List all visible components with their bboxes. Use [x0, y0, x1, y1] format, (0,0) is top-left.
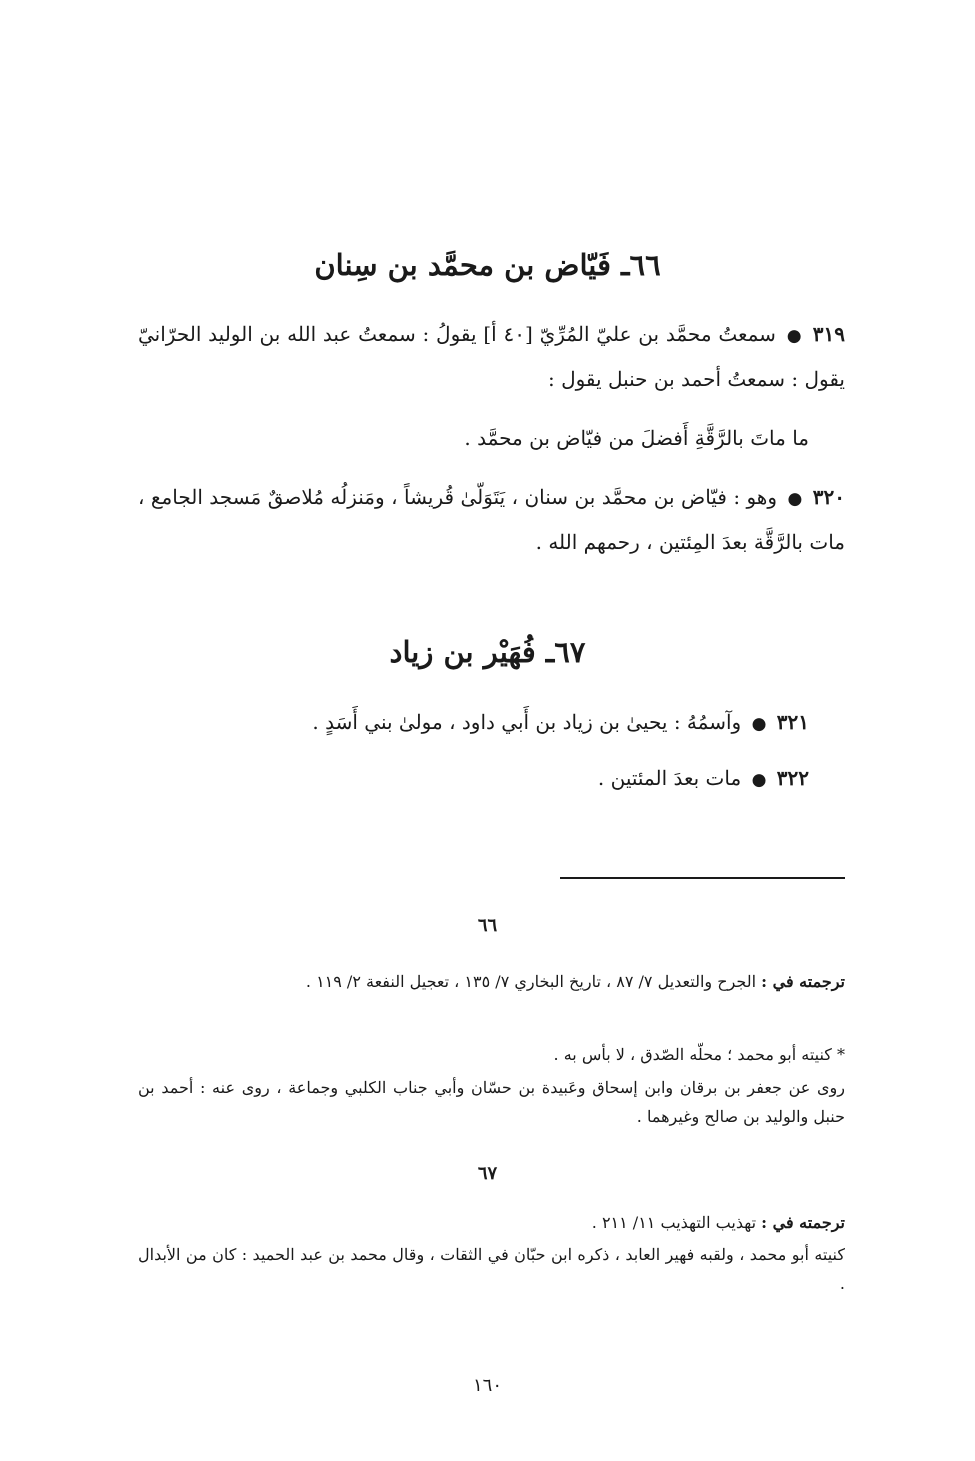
entry-66-heading: ٦٦ـ فَيّاض بن محمَّد بن سِنان [314, 248, 661, 282]
paragraph-322 [138, 757, 809, 802]
quote-line: ما ماتَ بالرَّقَّةِ أَفضلَ من فيّاض بن محمَّد . [464, 426, 809, 450]
footnote-66-note: * كنيته أبو محمد ؛ محلّه الصّدق ، لا بأس به . [553, 1045, 845, 1064]
footnote-text: الجرح والتعديل ٧/ ٨٧ ، تاريخ البخاري ٧/ ١٣٥ ، تعجيل النفعة ٢/ ١١٩ . [305, 972, 757, 991]
bullet-icon: ● [751, 714, 767, 734]
paragraph-number: ٣٢٠ [812, 485, 845, 509]
bullet-icon: ● [751, 770, 767, 790]
footnote-66-sources [138, 967, 845, 996]
paragraph-321 [138, 701, 809, 746]
footnote-66-number: ٦٦ [477, 915, 498, 936]
footnote-67-note: كنيته أبو محمد ، ولقبه فهير العابد ، ذكره ابن حبّان في الثقات ، وقال محمد بن عبد الحميد : كان من الأبدال . [138, 1245, 846, 1293]
footnote-text: تهذيب التهذيب ١١/ ٢١١ . [591, 1213, 757, 1232]
paragraph-text: وهو : فيّاض بن محمَّد بن سنان ، يَتَوَلّىٰ قُريشاً ، ومَنزلُه مُلاصقٌ مَسجد الجامع ، مات بالرَّقَّة بعدَ المِئتين ، رحمهم الله . [138, 485, 845, 554]
footnote-67-sources [138, 1208, 845, 1237]
bullet-icon: ● [786, 326, 802, 346]
bullet-icon: ● [787, 489, 803, 509]
paragraph-text: مات بعدَ المئتين . [597, 766, 742, 790]
footnote-lead: ترجمته في : [761, 1213, 845, 1232]
entry-67-heading: ٦٧ـ فُهَيْر بن زياد [389, 635, 586, 669]
footnote-67-number: ٦٧ [477, 1163, 498, 1184]
paragraph-number: ٣٢٢ [776, 766, 809, 790]
paragraph-number: ٣٢١ [776, 710, 809, 734]
page-number: ١٦٠ [472, 1375, 502, 1396]
footnote-divider [560, 877, 845, 879]
paragraph-320 [138, 476, 845, 564]
footnote-66-narrators: روى عن جعفر بن برقان وابن إسحاق وعَبيدة بن حسّان وأبي جناب الكلبي وجماعة ، روى عنه : أحمد بن حنبل والوليد بن صالح وغيرهما . [138, 1078, 845, 1126]
paragraph-319 [138, 313, 845, 401]
paragraph-number: ٣١٩ [812, 322, 845, 346]
paragraph-text: وآسمُهُ : يحيىٰ بن زياد بن أَبي داود ، مولىٰ بني أَسَدٍ . [312, 710, 742, 734]
paragraph-text: سمعتُ محمَّد بن عليّ المُرِّيّ [٤٠ أ] يقولُ : سمعتُ عبد الله بن الوليد الحرّانيّ يقول : سمعتُ أحمد بن حنبل يقول : [138, 322, 845, 391]
footnote-lead: ترجمته في : [761, 972, 845, 991]
